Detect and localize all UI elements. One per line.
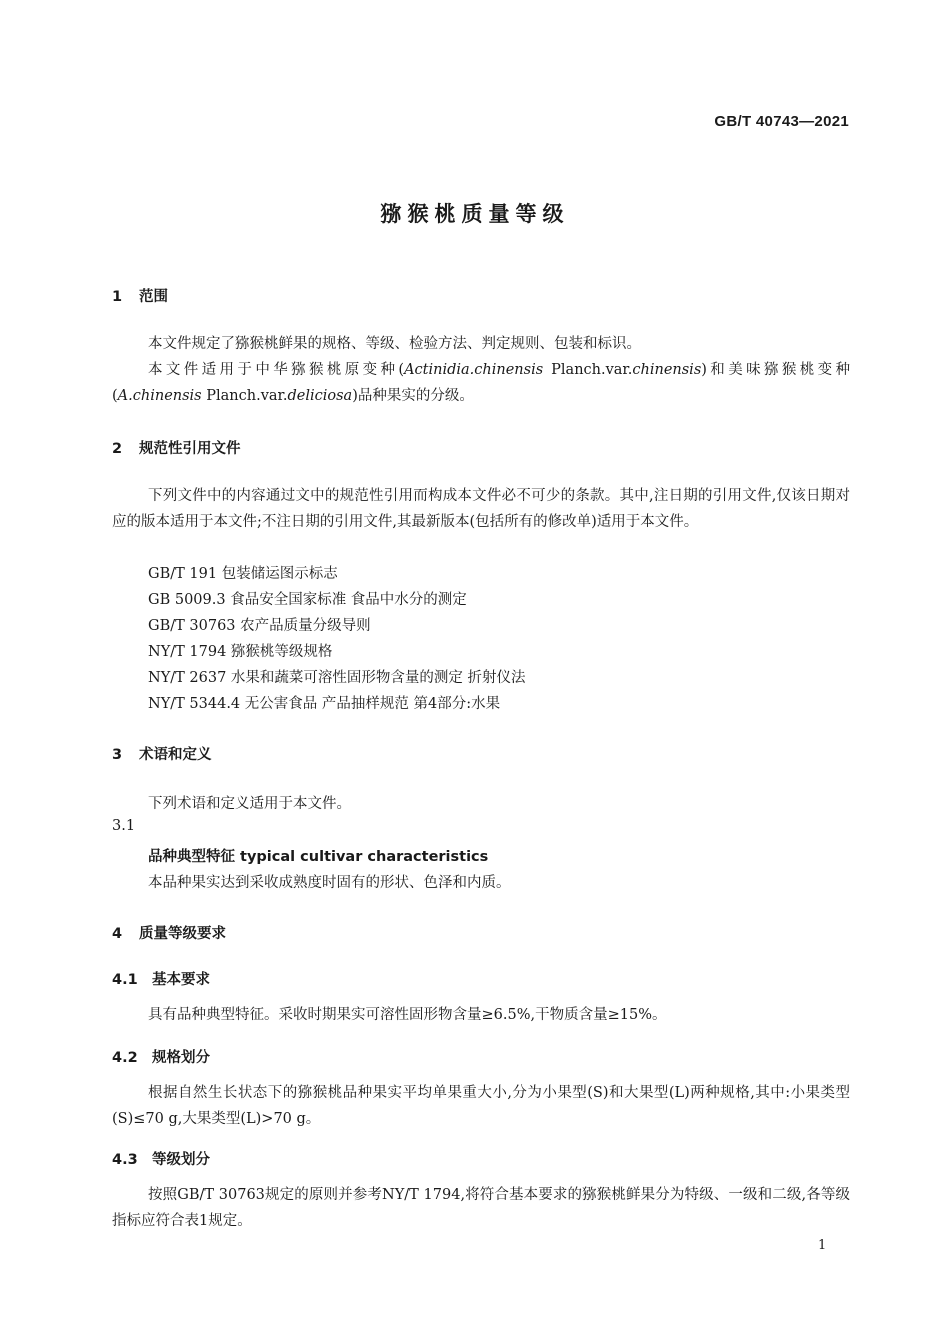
paragraph: 下列文件中的内容通过文中的规范性引用而构成本文件必不可少的条款。其中,注日期的引用文件,仅该日期对应的版本适用于本文件;不注日期的引用文件,其最新版本(包括所有的修改单)适用于本文件。 <box>112 488 850 531</box>
term-name: 品种典型特征 typical cultivar characteristics <box>148 849 489 865</box>
reference-item: GB/T 191 包装储运图示标志 <box>148 566 338 582</box>
paragraph: 下列术语和定义适用于本文件。 <box>148 796 351 812</box>
reference-item: GB/T 30763 农产品质量分级导则 <box>148 618 371 634</box>
section-number: 1 <box>112 289 123 305</box>
paragraph: 具有品种典型特征。采收时期果实可溶性固形物含量≥6.5%,干物质含量≥15%。 <box>148 1007 667 1023</box>
latin-name: Actinidia.chinensis <box>404 362 544 378</box>
latin-name: chinensis <box>632 362 702 378</box>
section-title: 规范性引用文件 <box>139 441 241 457</box>
subsection-4-1-heading <box>112 968 210 989</box>
paragraph: 本文件规定了猕猴桃鲜果的规格、等级、检验方法、判定规则、包装和标识。 <box>148 336 641 352</box>
text-run: )和美味猕猴桃变种( <box>112 362 851 405</box>
section-number: 3 <box>112 747 123 763</box>
section-4-heading <box>112 922 226 943</box>
text-run: )品种果实的分级。 <box>352 388 474 405</box>
latin-name: deliciosa <box>287 388 353 405</box>
reference-item: NY/T 2637 水果和蔬菜可溶性固形物含量的测定 折射仪法 <box>148 670 526 686</box>
subsection-title: 基本要求 <box>152 972 210 988</box>
subsection-4-3-heading <box>112 1148 210 1169</box>
section-title: 术语和定义 <box>139 747 212 763</box>
standard-number: GB/T 40743—2021 <box>714 113 849 130</box>
text-run: Planch.var. <box>201 388 288 405</box>
reference-item: GB 5009.3 食品安全国家标准 食品中水分的测定 <box>148 592 467 608</box>
section-number: 4 <box>112 926 123 942</box>
text-run: 本文件适用于中华猕猴桃原变种( <box>148 362 405 378</box>
section-2-heading <box>112 437 241 458</box>
document-title: 猕猴桃质量等级 <box>380 202 570 226</box>
reference-item: NY/T 1794 猕猴桃等级规格 <box>148 644 333 660</box>
paragraph-scope-varieties <box>112 357 850 409</box>
section-1-heading <box>112 285 168 306</box>
subsection-number: 4.3 <box>112 1152 138 1168</box>
subsection-4-2-heading <box>112 1046 210 1067</box>
reference-item: NY/T 5344.4 无公害食品 产品抽样规范 第4部分:水果 <box>148 696 501 712</box>
paragraph: 根据自然生长状态下的猕猴桃品种果实平均单果重大小,分为小果型(S)和大果型(L)两种规格,其中:小果类型(S)≤70 g,大果类型(L)>70 g。 <box>112 1085 850 1128</box>
section-title: 质量等级要求 <box>139 926 226 942</box>
latin-name: A.chinensis <box>117 388 202 405</box>
term-definition: 本品种果实达到采收成熟度时固有的形状、色泽和内质。 <box>148 875 511 891</box>
subsection-title: 规格划分 <box>152 1050 210 1066</box>
subsection-number: 4.2 <box>112 1050 138 1066</box>
subsection-title: 等级划分 <box>152 1152 210 1168</box>
section-number: 2 <box>112 441 123 457</box>
text-run: Planch.var. <box>543 362 633 378</box>
section-3-heading <box>112 743 212 764</box>
term-number: 3.1 <box>112 818 136 834</box>
section-title: 范围 <box>139 289 168 305</box>
paragraph: 按照GB/T 30763规定的原则并参考NY/T 1794,将符合基本要求的猕猴桃鲜果分为特级、一级和二级,各等级指标应符合表1规定。 <box>112 1187 850 1230</box>
subsection-number: 4.1 <box>112 972 138 988</box>
page-number: 1 <box>818 1238 827 1253</box>
